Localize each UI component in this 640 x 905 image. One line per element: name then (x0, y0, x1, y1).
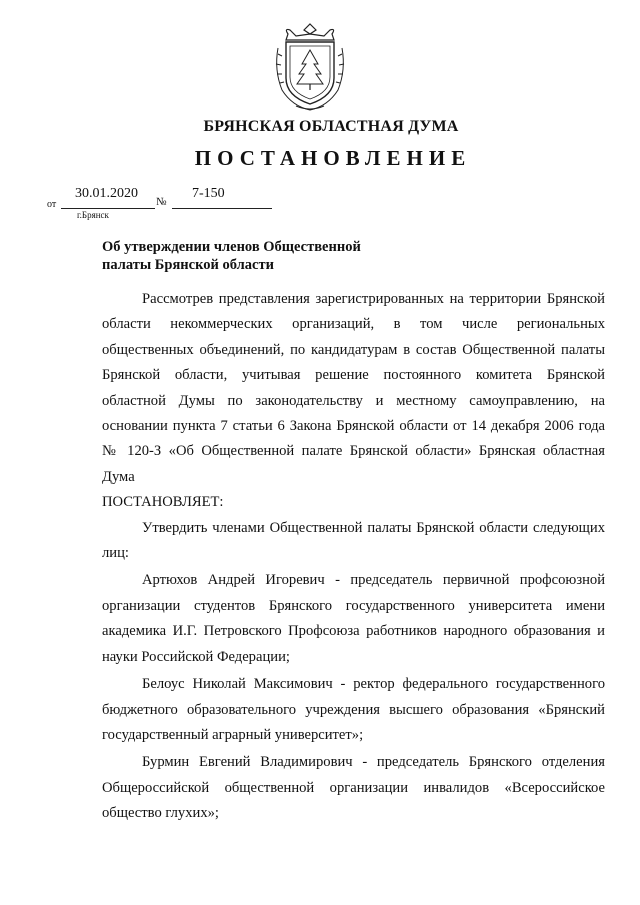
number-underline (172, 208, 272, 209)
date-prefix: от (47, 199, 57, 210)
document-subject (102, 238, 432, 274)
preamble-paragraph: Рассмотрев представления зарегистрированных на территории Брянской области некоммерческих организаций, в том числе региональных общественных объединений, по кандидатурам в состав Общественной палаты Брянской области, учитывая решение постоянного комитета Брянской областной Думы по законодательству и местному самоуправлению, на основании пункта 7 статьи 6 Закона Брянской области от 14 декабря 2006 года № 120-З «Об Общественной палате Брянской области» Брянская областная Дума (102, 291, 605, 485)
document-number: 7-150 (192, 186, 225, 201)
document-city: г.Брянск (77, 210, 109, 220)
coat-of-arms-emblem (272, 20, 348, 114)
document-date: 30.01.2020 (75, 186, 138, 201)
number-prefix: № (156, 196, 167, 208)
member-paragraph-burmin: Бурмин Евгений Владимирович - председатель Брянского отделения Общероссийской общественной организации инвалидов «Всероссийское общество глухих»; (102, 754, 605, 822)
document-body (102, 287, 605, 827)
member-paragraph-belous: Белоус Николай Максимович - ректор федерального государственного бюджетного образовательного учреждения высшего образования «Брянский государственный аграрный университет»; (102, 676, 605, 743)
member-paragraph-artyukhov: Артюхов Андрей Игоревич - председатель первичной профсоюзной организации студентов Брянского государственного университета имени академика И.Г. Петровского Профсоюза работников народного образования и науки Российской Федерации; (102, 572, 605, 665)
organization-name: БРЯНСКАЯ ОБЛАСТНАЯ ДУМА (203, 118, 459, 135)
resolves-heading: ПОСТАНОВЛЯЕТ: (102, 494, 224, 511)
approve-paragraph: Утвердить членами Общественной палаты Брянской области следующих лиц: (102, 519, 605, 562)
subject-line-1: Об утверждении членов Общественной (102, 239, 361, 255)
date-underline (61, 208, 155, 209)
document-type: ПОСТАНОВЛЕНИЕ (194, 146, 472, 170)
subject-line-2: палаты Брянской области (102, 257, 274, 273)
